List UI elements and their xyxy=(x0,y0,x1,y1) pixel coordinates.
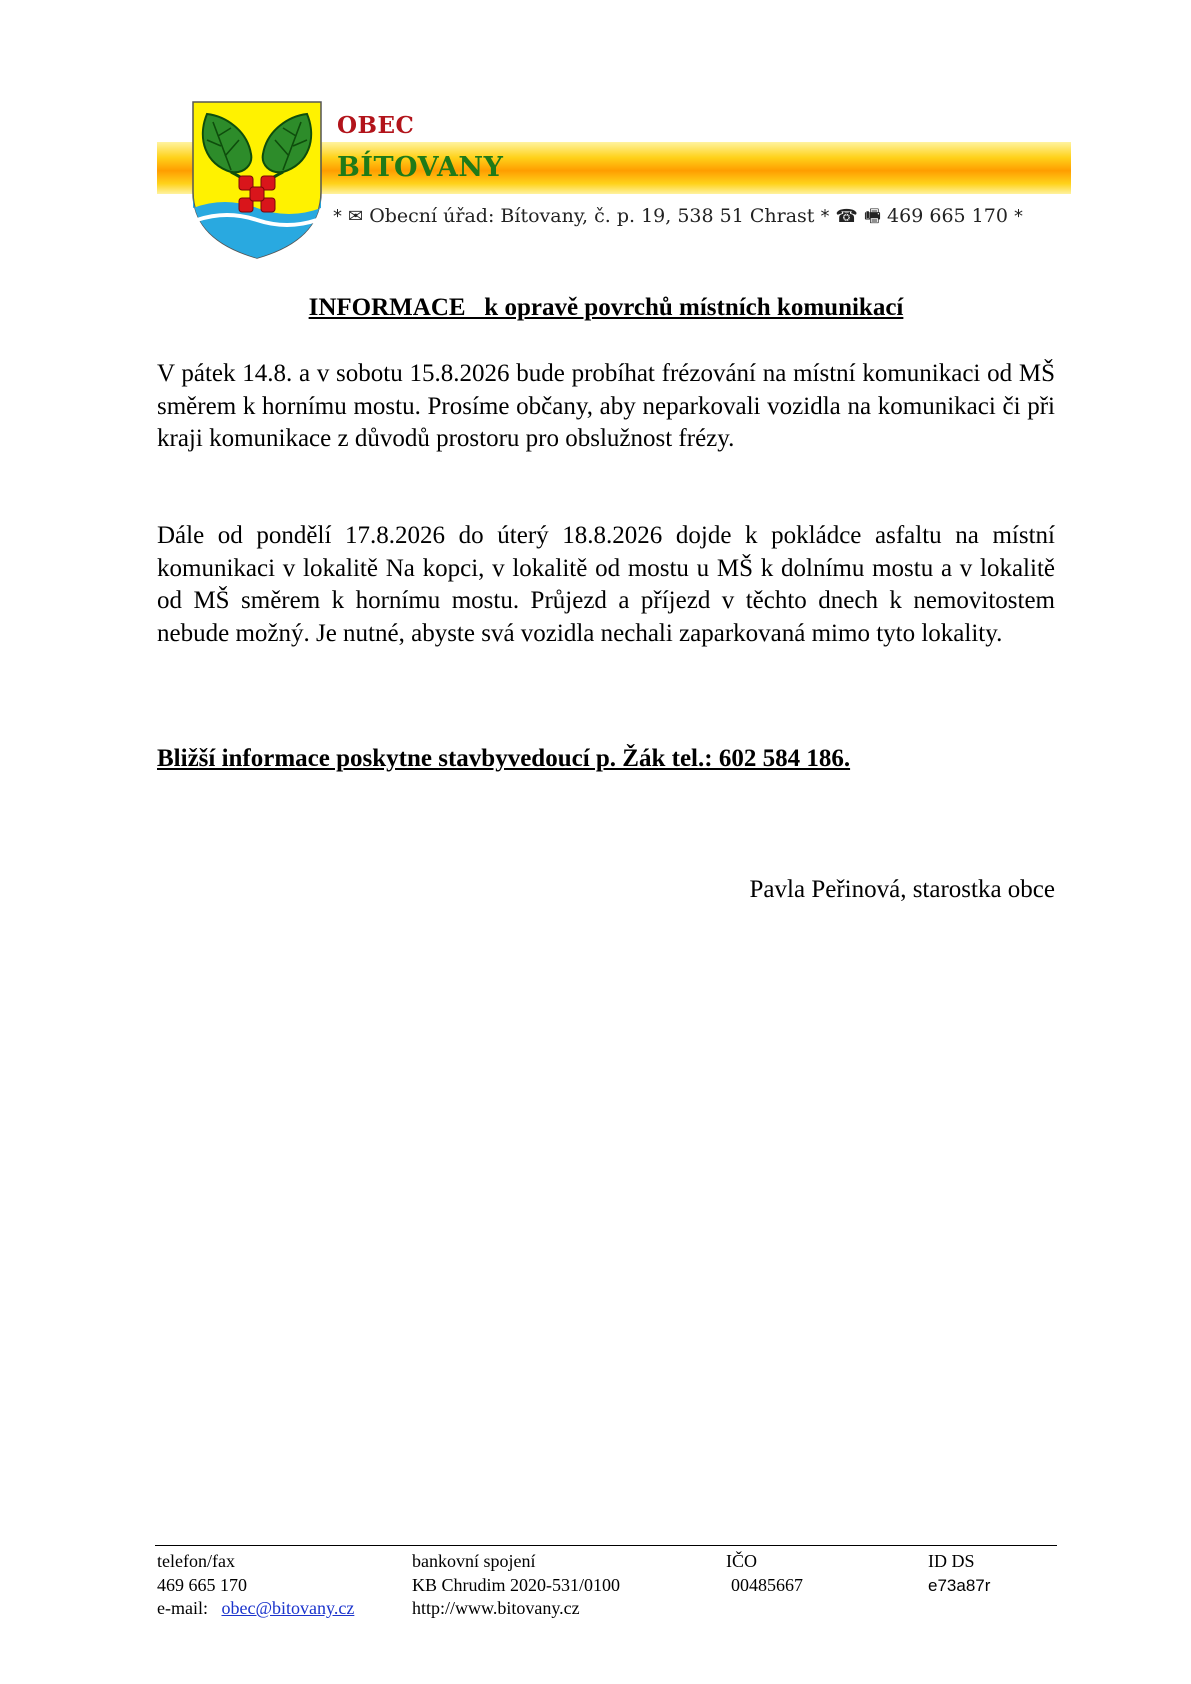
star-icon: * xyxy=(820,206,830,227)
star-icon: * xyxy=(1013,206,1023,227)
address-text: Obecní úřad: Bítovany, č. p. 19, 538 51 Chrast xyxy=(369,205,815,227)
star-icon: * xyxy=(333,206,342,227)
footer-contact xyxy=(157,1550,354,1621)
signature: Pavla Peřinová, starostka obce xyxy=(749,876,1055,903)
letterhead xyxy=(157,96,1071,266)
footer-bank-label: bankovní spojení xyxy=(412,1551,536,1571)
footer-ico xyxy=(726,1550,803,1597)
footer-ds-value: e73a87r xyxy=(928,1575,991,1595)
paragraph-milling: V pátek 14.8. a v sobotu 15.8.2026 bude probíhat frézování na místní komunikaci od MŠ směrem k hornímu mostu. Prosíme občany, aby neparkovali vozidla na komunikaci či při kraji komunikace z důvodů prostoru pro obslužnost frézy. xyxy=(157,360,1055,452)
footer-email-label: e-mail: xyxy=(157,1598,208,1618)
footer-ico-label: IČO xyxy=(726,1551,757,1571)
contact-note: Bližší informace poskytne stavbyvedoucí p. Žák tel.: 602 584 186. xyxy=(157,745,851,772)
fax-icon: 🖷 xyxy=(864,206,881,227)
footer-ico-value: 00485667 xyxy=(731,1574,803,1595)
footer-bank xyxy=(412,1550,620,1621)
footer-bank-value: KB Chrudim 2020-531/0100 xyxy=(412,1574,621,1595)
footer-email-row xyxy=(157,1597,354,1621)
footer-ds xyxy=(928,1550,990,1597)
footer-email-link[interactable]: obec@bitovany.cz xyxy=(221,1598,355,1618)
footer-web-link[interactable]: http://www.bitovany.cz xyxy=(412,1598,580,1618)
phone-number: 469 665 170 xyxy=(887,205,1008,227)
town-name: BÍTOVANY xyxy=(337,152,504,183)
coat-of-arms-icon xyxy=(191,100,323,260)
footer-divider xyxy=(155,1545,1057,1546)
footer-phone-label: telefon/fax xyxy=(157,1551,235,1571)
footer-phone-value: 469 665 170 xyxy=(157,1574,247,1595)
municipality-label: OBEC xyxy=(337,112,415,139)
footer-ds-label: ID DS xyxy=(928,1551,975,1571)
paragraph-asphalt: Dále od pondělí 17.8.2026 do úterý 18.8.2026 dojde k pokládce asfaltu na místní komunikaci v lokalitě Na kopci, v lokalitě od mostu u MŠ k dolnímu mostu a v lokalitě od MŠ směrem k hornímu mostu. Průjezd a příjezd v těchto dnech k nemovitostem nebude možný. Je nutné, abyste svá vozidla nechali zaparkovaná mimo tyto lokality. xyxy=(157,522,1055,647)
address-line xyxy=(333,204,1023,234)
page-title: INFORMACE k opravě povrchů místních komunikací xyxy=(308,294,904,321)
envelope-icon: ✉ xyxy=(348,206,364,227)
telephone-icon: ☎ xyxy=(835,206,858,227)
